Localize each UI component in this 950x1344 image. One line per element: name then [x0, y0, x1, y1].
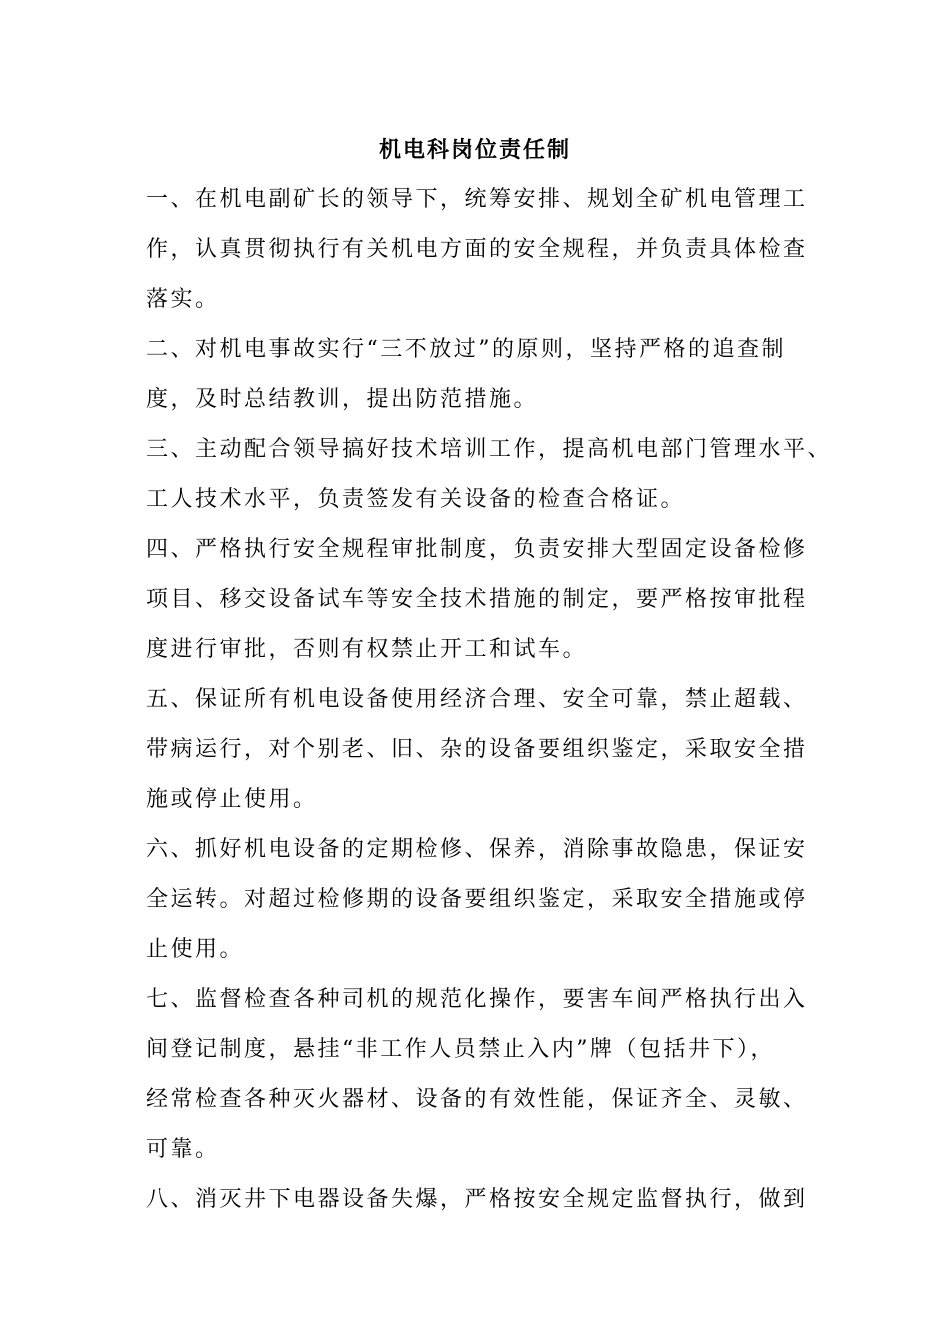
document-title: 机电科岗位责任制	[378, 137, 571, 163]
text-line: 可靠。	[146, 1137, 220, 1162]
text-line: 八、消灭井下电器设备失爆，严格按安全规定监督执行，做到	[146, 1187, 808, 1212]
text-line: 工人技术水平，负责签发有关设备的检查合格证。	[146, 487, 686, 512]
text-line: 带病运行，对个别老、旧、杂的设备要组织鉴定，采取安全措	[146, 737, 808, 762]
text-line: 项目、移交设备试车等安全技术措施的制定，要严格按审批程	[146, 587, 808, 612]
text-line: 施或停止使用。	[146, 787, 318, 812]
text-line: 度，及时总结教训，提出防范措施。	[146, 387, 539, 412]
text-line: 作，认真贯彻执行有关机电方面的安全规程，并负责具体检查	[146, 237, 808, 262]
text-line: 二、对机电事故实行“三不放过”的原则，坚持严格的追查制	[146, 337, 786, 362]
text-line: 四、严格执行安全规程审批制度，负责安排大型固定设备检修	[146, 537, 808, 562]
text-line: 五、保证所有机电设备使用经济合理、安全可靠，禁止超载、	[146, 687, 808, 712]
text-line: 间登记制度，悬挂“非工作人员禁止入内”牌（包括井下），	[146, 1037, 775, 1062]
text-line: 经常检查各种灭火器材、设备的有效性能，保证齐全、灵敏、	[146, 1087, 808, 1112]
text-line: 落实。	[146, 287, 220, 312]
text-line: 止使用。	[146, 937, 245, 962]
text-line: 度进行审批，否则有权禁止开工和试车。	[146, 637, 588, 662]
text-line: 六、抓好机电设备的定期检修、保养，消除事故隐患，保证安	[146, 837, 808, 862]
text-line: 一、在机电副矿长的领导下，统筹安排、规划全矿机电管理工	[146, 187, 808, 212]
text-line: 三、主动配合领导搞好技术培训工作，提高机电部门管理水平、	[146, 437, 833, 462]
text-line: 全运转。对超过检修期的设备要组织鉴定，采取安全措施或停	[146, 887, 808, 912]
text-line: 七、监督检查各种司机的规范化操作，要害车间严格执行出入	[146, 987, 808, 1012]
